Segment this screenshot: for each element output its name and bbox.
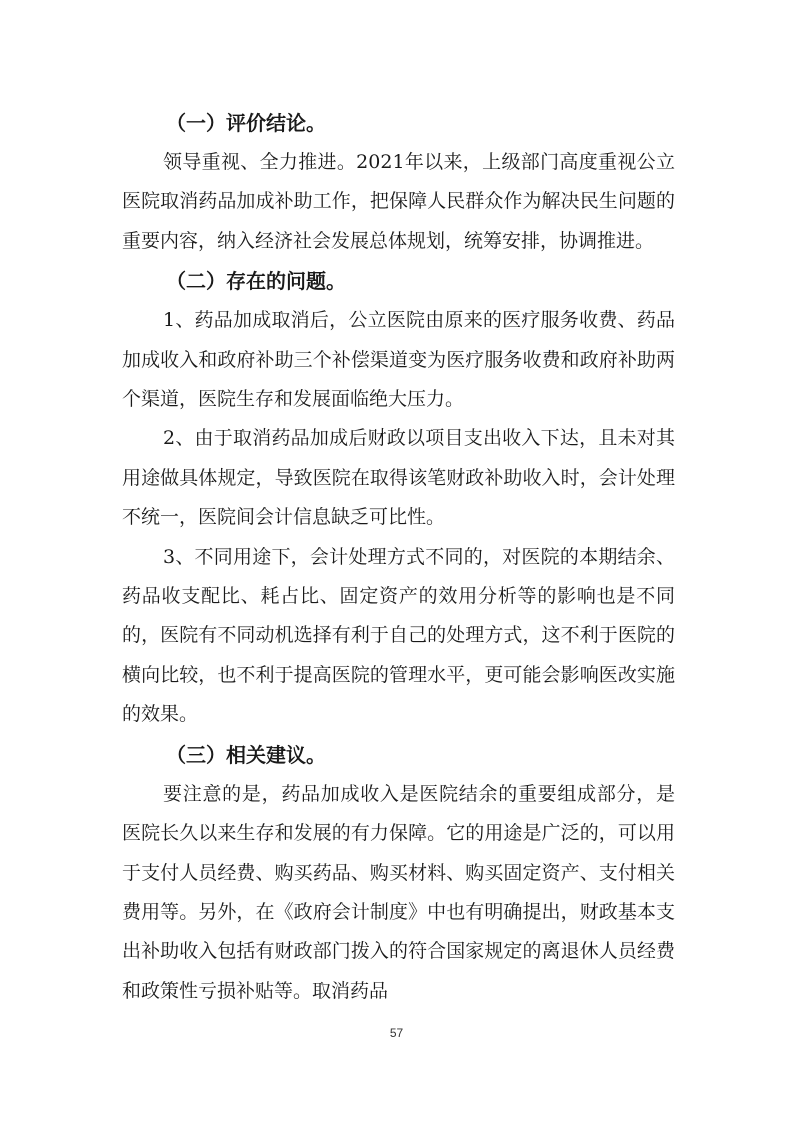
page-number: 57 xyxy=(389,1026,404,1040)
document-body xyxy=(122,103,675,1011)
paragraph: 领导重视、全力推进。2021年以来，上级部门高度重视公立医院取消药品加成补助工作，把保障人民群众作为解决民生问题的重要内容，纳入经济社会发展总体规划，统筹安排，协调推进。 xyxy=(122,151,675,252)
paragraph: 2、由于取消药品加成后财政以项目支出收入下达，且未对其用途做具体规定，导致医院在取得该笔财政补助收入时，会计处理不统一，医院间会计信息缺乏可比性。 xyxy=(122,427,675,529)
paragraph: 1、药品加成取消后，公立医院由原来的医疗服务收费、药品加成收入和政府补助三个补偿渠道变为医疗服务收费和政府补助两个渠道，医院生存和发展面临绝大压力。 xyxy=(122,309,675,411)
section-heading-suggestions: （三）相关建议。 xyxy=(166,742,326,767)
section-heading-evaluation: （一）评价结论。 xyxy=(166,111,326,135)
paragraph: 3、不同用途下，会计处理方式不同的，对医院的本期结余、药品收支配比、耗占比、固定资产的效用分析等的影响也是不同的，医院有不同动机选择有利于自己的处理方式，这不利于医院的横向比较，也不利于提高医院的管理水平，更可能会影响医改实施的效果。 xyxy=(122,545,675,726)
section-heading-problems: （二）存在的问题。 xyxy=(166,269,346,294)
paragraph: 要注意的是，药品加成收入是医院结余的重要组成部分，是医院长久以来生存和发展的有力保障。它的用途是广泛的，可以用于支付人员经费、购买药品、购买材料、购买固定资产、支付相关费用等。另外，在《政府会计制度》中也有明确提出，财政基本支出补助收入包括有财政部门拨入的符合国家规定的离退休人员经费和政策性亏损补贴等。取消药品 xyxy=(122,782,675,1002)
